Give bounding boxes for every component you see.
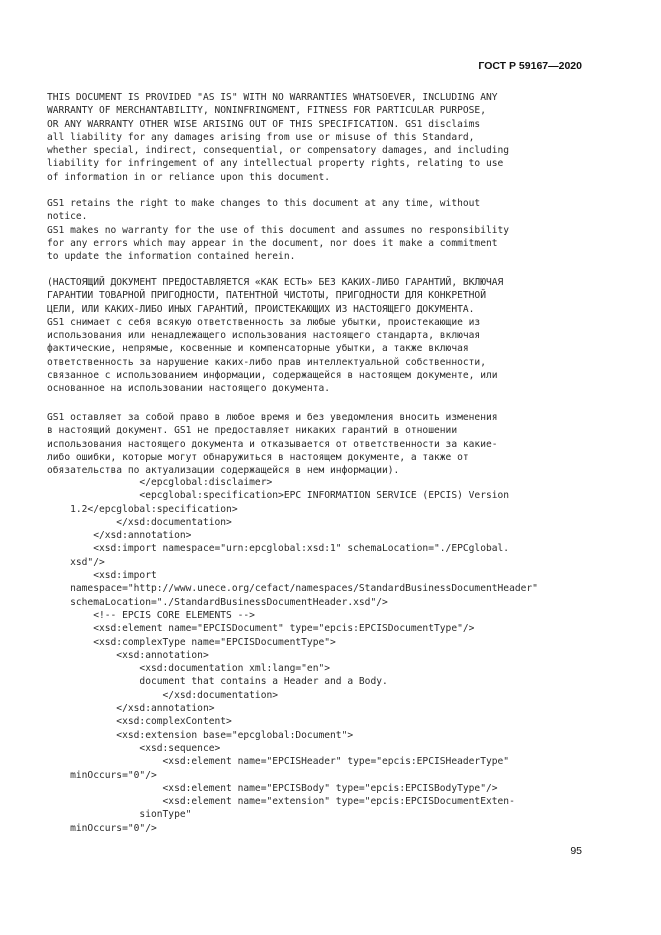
text-line: связанное с использованием информации, содержащейся в настоящем документе, или xyxy=(47,370,498,382)
text-line: </xsd:annotation> xyxy=(47,530,192,542)
text-line: GS1 снимает с себя всякую ответственность за любые убытки, проистекающие из xyxy=(47,316,481,328)
text-line: GS1 makes no warranty for the use of this document and assumes no responsibility xyxy=(47,224,510,236)
text-line: <xsd:import namespace="urn:epcglobal:xsd:1" schemaLocation="./EPCglobal. xyxy=(47,543,510,555)
text-line: <epcglobal:specification>EPC INFORMATION SERVICE (EPCIS) Version xyxy=(47,490,510,502)
text-line: <xsd:element name="EPCISBody" type="epcis:EPCISBodyType"/> xyxy=(47,782,498,794)
text-line: OR ANY WARRANTY OTHER WISE ARISING OUT OF THIS SPECIFICATION. GS1 disclaims xyxy=(47,118,481,130)
text-line: </xsd:documentation> xyxy=(47,516,232,528)
text-line: GS1 retains the right to make changes to this document at any time, without xyxy=(47,198,481,209)
text-line: sionType" xyxy=(47,809,192,821)
text-line: (НАСТОЯЩИЙ ДОКУМЕНТ ПРЕДОСТАВЛЯЕТСЯ «КАК ЕСТЬ» БЕЗ КАКИХ-ЛИБО ГАРАНТИЙ, ВКЛЮЧАЯ xyxy=(47,277,504,288)
text-line: to update the information contained herein. xyxy=(47,251,296,263)
text-line: document that contains a Header and a Body. xyxy=(47,676,388,688)
text-line: </epcglobal:disclaimer> xyxy=(47,477,273,488)
text-line: notice. xyxy=(47,211,88,223)
text-line: <xsd:complexContent> xyxy=(47,716,232,728)
rights-english-paragraph xyxy=(47,197,509,263)
text-line: <xsd:element name="extension" type="epcis:EPCISDocumentExten- xyxy=(47,796,515,808)
text-line: liability for infringement of any intellectual property rights, relating to use xyxy=(47,158,504,170)
text-line: </xsd:annotation> xyxy=(47,703,215,715)
text-line: <xsd:element name="EPCISDocument" type="epcis:EPCISDocumentType"/> xyxy=(47,623,475,635)
text-line: <!-- EPCIS CORE ELEMENTS --> xyxy=(47,609,255,621)
text-line: minOccurs="0"/> xyxy=(47,822,157,834)
text-line: фактические, непрямые, косвенные и компенсаторные убытки, а также включая xyxy=(47,343,469,355)
text-line: xsd"/> xyxy=(47,556,105,568)
text-line: <xsd:import xyxy=(47,570,157,582)
text-line: </xsd:documentation> xyxy=(47,689,279,701)
text-line: либо ошибки, которые могут обнаружиться в настоящем документе, а также от xyxy=(47,451,469,463)
text-line: обязательства по актуализации содержащейся в нем информации). xyxy=(47,465,400,477)
text-line: for any errors which may appear in the document, nor does it make a commitment xyxy=(47,237,498,249)
rights-russian-paragraph xyxy=(47,411,498,477)
text-line: <xsd:complexType name="EPCISDocumentType"> xyxy=(47,636,336,648)
text-line: <xsd:sequence> xyxy=(47,742,221,754)
disclaimer-russian-paragraph xyxy=(47,276,503,396)
text-line: использования настоящего документа и отказывается от ответственности за какие- xyxy=(47,438,498,450)
text-line: <xsd:documentation xml:lang="en"> xyxy=(47,663,331,675)
text-line: использования или ненадлежащего использования настоящего стандарта, включая xyxy=(47,330,481,342)
xsd-code-listing xyxy=(47,476,538,835)
text-line: <xsd:element name="EPCISHeader" type="epcis:EPCISHeaderType" xyxy=(47,756,510,768)
text-line: <xsd:annotation> xyxy=(47,649,209,661)
disclaimer-english-paragraph xyxy=(47,91,509,184)
text-line: ЦЕЛИ, ИЛИ КАКИХ-ЛИБО ИНЫХ ГАРАНТИЙ, ПРОИСТЕКАЮЩИХ ИЗ НАСТОЯЩЕГО ДОКУМЕНТА. xyxy=(47,303,475,315)
text-line: ГАРАНТИИ ТОВАРНОЙ ПРИГОДНОСТИ, ПАТЕНТНОЙ ЧИСТОТЫ, ПРИГОДНОСТИ ДЛЯ КОНКРЕТНОЙ xyxy=(47,290,486,302)
text-line: whether special, indirect, consequential, or compensatory damages, and including xyxy=(47,145,510,157)
text-line: основанное на использовании настоящего документа. xyxy=(47,383,331,395)
document-id-header: ГОСТ Р 59167—2020 xyxy=(478,60,582,72)
text-line: в настоящий документ. GS1 не предоставляет никаких гарантий в отношении xyxy=(47,425,458,437)
text-line: ответственность за нарушение каких-либо прав интеллектуальной собственности, xyxy=(47,356,486,368)
text-line: schemaLocation="./StandardBusinessDocumentHeader.xsd"/> xyxy=(47,596,388,608)
text-line: THIS DOCUMENT IS PROVIDED "AS IS" WITH NO WARRANTIES WHATSOEVER, INCLUDING ANY xyxy=(47,92,498,103)
text-line: of information in or reliance upon this document. xyxy=(47,171,331,183)
page-number: 95 xyxy=(570,845,582,857)
text-line: minOccurs="0"/> xyxy=(47,769,157,781)
text-line: WARRANTY OF MERCHANTABILITY, NONINFRINGMENT, FITNESS FOR PARTICULAR PURPOSE, xyxy=(47,105,486,117)
text-line: all liability for any damages arising from use or misuse of this Standard, xyxy=(47,131,475,143)
text-line: <xsd:extension base="epcglobal:Document"> xyxy=(47,729,354,741)
text-line: namespace="http://www.unece.org/cefact/namespaces/StandardBusinessDocumentHeader" xyxy=(47,583,538,595)
text-line: 1.2</epcglobal:specification> xyxy=(47,503,238,515)
text-line: GS1 оставляет за собой право в любое время и без уведомления вносить изменения xyxy=(47,412,498,423)
